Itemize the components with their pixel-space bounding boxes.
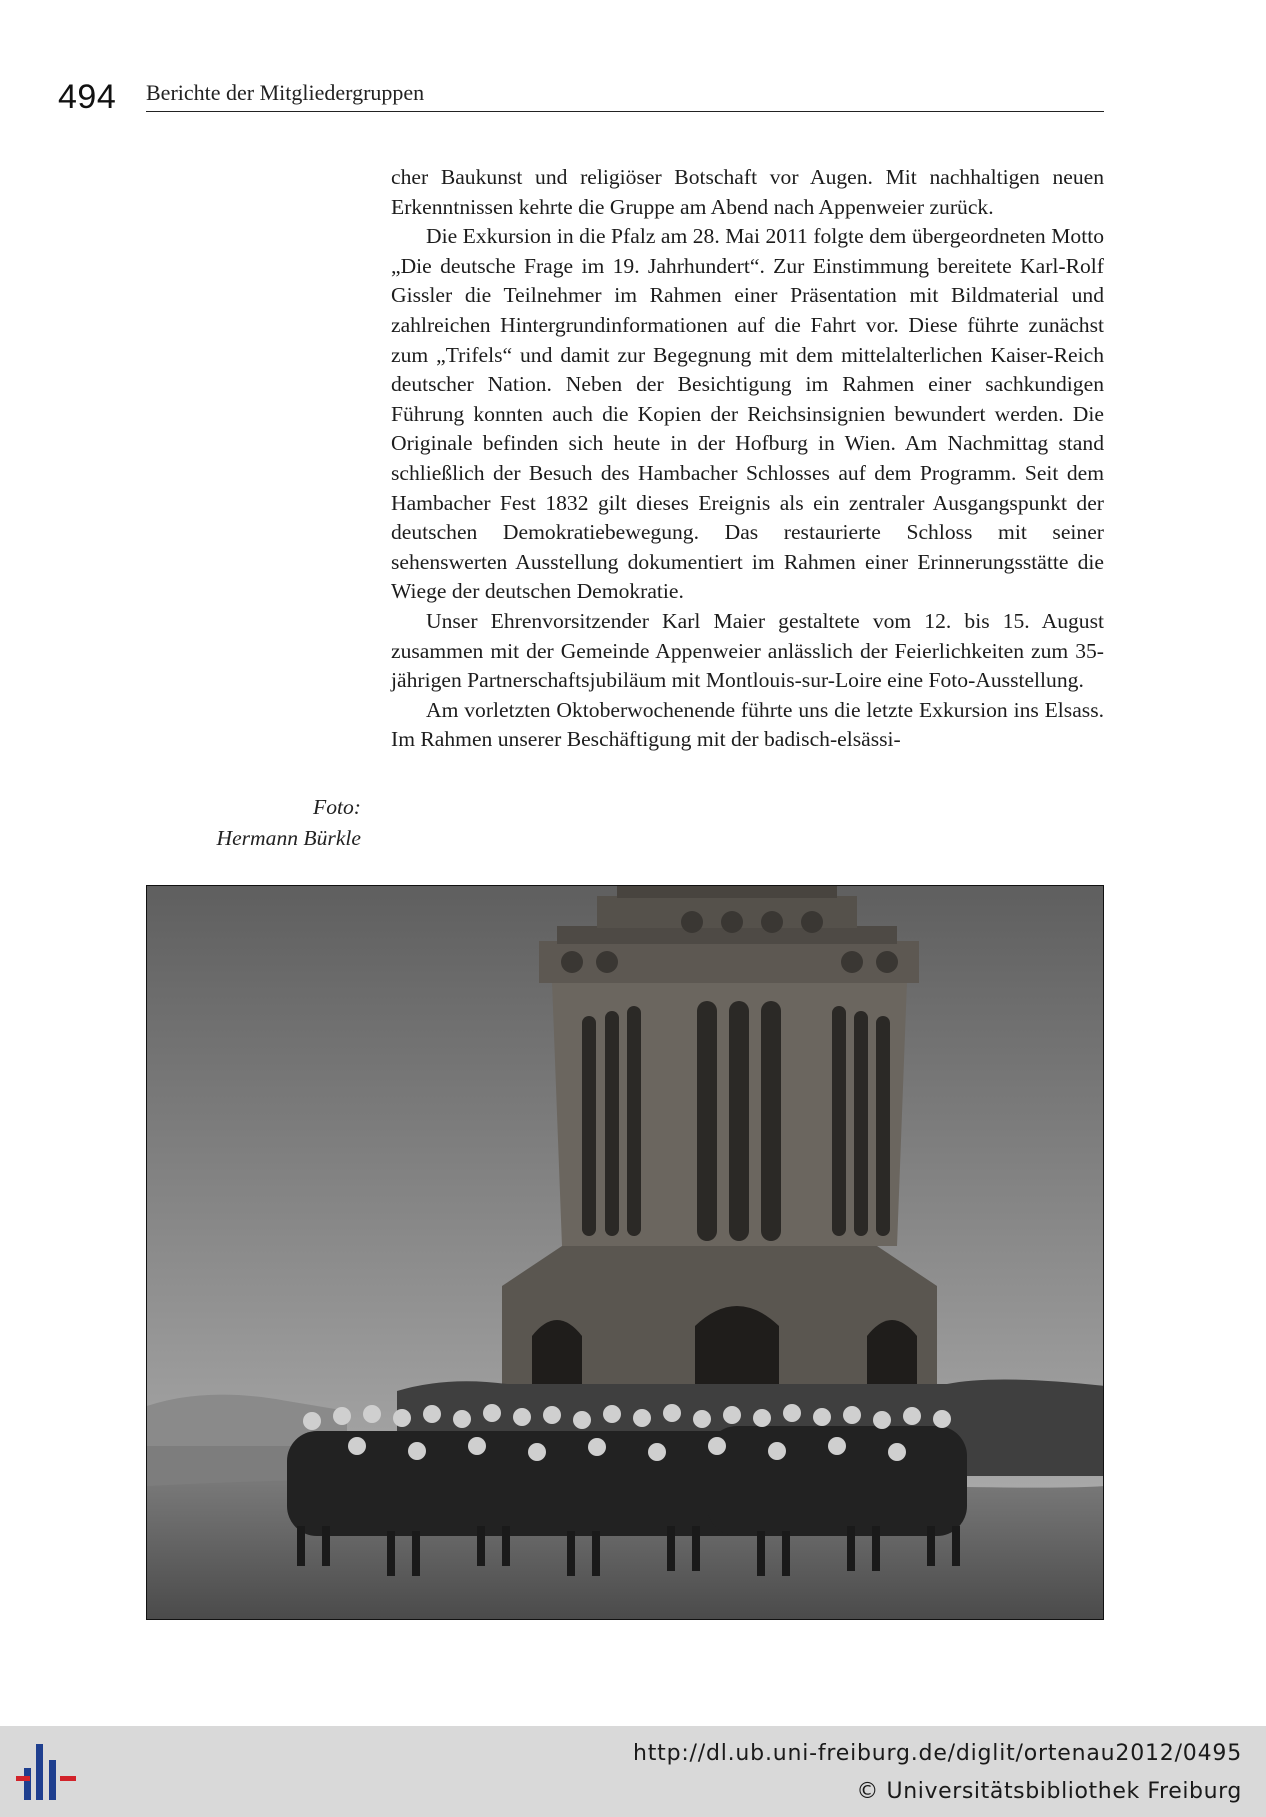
page-number: 494 xyxy=(58,78,117,116)
body-text xyxy=(391,163,1104,755)
group-photo xyxy=(146,885,1104,1620)
paragraph: cher Baukunst und religiöser Botschaft vor Augen. Mit nachhaltigen neuen Erkenntnissen kehrte die Gruppe am Abend nach Appenweier zurück. xyxy=(391,165,1104,219)
group-photo-tower-icon xyxy=(147,886,1104,1620)
caption-credit: Hermann Bürkle xyxy=(216,826,361,850)
ub-freiburg-logo-icon xyxy=(16,1738,80,1806)
paragraph: Die Exkursion in die Pfalz am 28. Mai 2011 folgte dem übergeordneten Motto „Die deutsche Frage im 19. Jahrhundert“. Zur Einstimmung bereitete Karl-Rolf Gissler die Teilnehmer im Rahmen einer Präsentation mit Bildmaterial und zahlreichen Hintergrundinformationen auf die Fahrt vor. Diese führte zunächst zum „Trifels“ und damit zur Begegnung mit dem mittelalterlichen Kaiser-Reich deutscher Nation. Neben der Besichtigung im Rahmen einer sachkundigen Führung konnten auch die Kopien der Reichsinsignien bewundert werden. Die Originale befinden sich heute in der Hofburg in Wien. Am Nachmittag stand schließlich der Besuch des Hambacher Schlosses auf dem Programm. Seit dem Hambacher Fest 1832 gilt dieses Ereignis als ein zentraler Ausgangspunkt der deutschen Demokratiebewegung. Das restaurierte Schloss mit seiner sehenswerten Ausstellung dokumentiert im Rahmen einer Erinnerungsstätte die Wiege der deutschen Demokratie. xyxy=(391,224,1104,604)
header-rule xyxy=(146,111,1104,112)
source-url[interactable]: http://dl.ub.uni-freiburg.de/diglit/ortenau2012/0495 xyxy=(632,1741,1242,1766)
paragraph: Unser Ehrenvorsitzender Karl Maier gestaltete vom 12. bis 15. August zusammen mit der Gemeinde Appenweier anlässlich der Feierlichkeiten zum 35-jährigen Partnerschaftsjubiläum mit Montlouis-sur-Loire eine Foto-Ausstellung. xyxy=(391,608,1104,693)
photo-caption xyxy=(101,792,361,854)
copyright-notice: © Universitätsbibliothek Freiburg xyxy=(856,1779,1242,1804)
caption-label: Foto: xyxy=(313,795,361,819)
running-title: Berichte der Mitgliedergruppen xyxy=(146,80,425,105)
footer-bar xyxy=(0,1726,1266,1817)
paragraph: Am vorletzten Oktoberwochenende führte uns die letzte Exkursion ins Elsass. Im Rahmen unserer Beschäftigung mit der badisch-elsässi- xyxy=(391,697,1104,752)
